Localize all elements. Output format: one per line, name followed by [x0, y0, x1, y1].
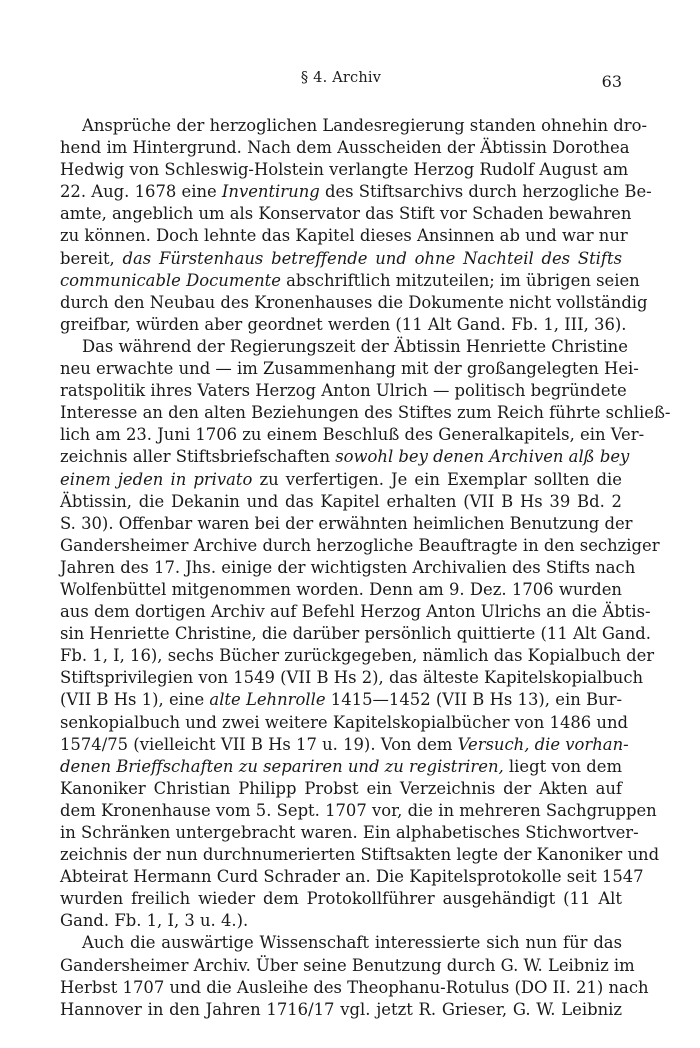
text-line [60, 800, 657, 822]
text-line [60, 689, 622, 711]
text-line [60, 977, 649, 999]
italic-phrase: Versuch, die vorhan- [457, 734, 629, 754]
text-line [60, 822, 639, 844]
page-number: 63 [601, 72, 622, 91]
text-run: Auch die auswärtige Wissenschaft interessierte sich nun für das [82, 933, 622, 953]
text-line [60, 159, 629, 181]
text-run: (VII B Hs 1), eine [60, 690, 210, 710]
text-run: 1574/75 (vielleicht VII B Hs 17 u. 19). Von dem [60, 734, 458, 754]
text-run: in Schränken untergebracht waren. Ein alphabetisches Stichwortver- [60, 823, 639, 842]
text-line [60, 513, 633, 535]
text-run: zu verfertigen. Je ein Exemplar sollten die [252, 469, 622, 489]
text-line [60, 579, 622, 601]
body-text [60, 115, 671, 1021]
italic-phrase: communicable Documente [60, 270, 281, 290]
text-line [60, 225, 628, 247]
text-run: Das während der Regierungszeit der Äbtissin Henriette Christine [82, 336, 628, 356]
text-line [60, 248, 622, 270]
running-header [60, 70, 622, 94]
text-run: zeichnis der nun durchnumerierten Stiftsakten legte der Kanoniker und [60, 845, 660, 865]
text-line [60, 601, 651, 623]
text-line [60, 557, 636, 579]
text-run: senkopialbuch und zwei weitere Kapitelskopialbücher von 1486 und [60, 712, 629, 732]
text-run: greifbar, würden aber geordnet werden (11 Alt Gand. Fb. 1, III, 36). [60, 314, 627, 334]
text-run: zu können. Doch lehnte das Kapitel dieses Ansinnen ab und war nur [60, 226, 628, 246]
text-run: zeichnis aller Stiftsbriefschaften [60, 447, 336, 467]
text-line [60, 999, 622, 1021]
section-title: § 4. Archiv [300, 70, 382, 86]
text-run: Wolfenbüttel mitgenommen worden. Denn am 9. Dez. 1706 wurden [60, 579, 622, 599]
text-run: 1415—1452 (VII B Hs 13), ein Bur- [325, 690, 622, 710]
text-run: Ansprüche der herzoglichen Landesregierung standen ohnehin dro- [82, 116, 648, 135]
text-run: Gandersheimer Archive durch herzogliche Beauftragte in den sechziger [60, 535, 660, 555]
text-line [60, 469, 622, 491]
text-run: Jahren des 17. Jhs. einige der wichtigsten Archivalien des Stifts nach [60, 557, 636, 577]
text-run: 22. Aug. 1678 eine [60, 182, 222, 202]
text-run: abschriftlich mitzuteilen; im übrigen seien [280, 270, 640, 290]
text-line [60, 778, 622, 800]
text-line [60, 402, 671, 424]
text-line [60, 203, 632, 225]
text-run: neu erwachte und — im Zusammenhang mit der großangelegten Hei- [60, 359, 639, 379]
text-line [60, 756, 622, 778]
text-line [60, 955, 635, 977]
text-line [60, 932, 622, 954]
text-line [60, 734, 629, 756]
italic-phrase: alte Lehnrolle [209, 690, 326, 710]
text-run: bereit, [60, 248, 123, 268]
italic-phrase: sowohl bey denen Archiven alß bey [335, 447, 630, 467]
text-line [60, 888, 622, 910]
italic-phrase: das Fürstenhaus betreffende und ohne Nachteil des Stifts [122, 248, 622, 268]
text-run: Stiftsprivilegien von 1549 (VII B Hs 2), das älteste Kapitelskopialbuch [60, 668, 644, 688]
italic-phrase: denen Brieffschaften zu separiren und zu registriren, [60, 756, 504, 776]
text-line [60, 910, 622, 932]
text-line [60, 844, 660, 866]
text-line [60, 623, 651, 645]
text-run: Hedwig von Schleswig-Holstein verlangte Herzog Rudolf August am [60, 160, 629, 180]
text-line [60, 866, 644, 888]
text-line [60, 667, 644, 689]
text-line [60, 181, 652, 203]
text-line [60, 712, 629, 734]
text-line [60, 446, 630, 468]
text-line [60, 314, 627, 336]
text-run: S. 30). Offenbar waren bei der erwähnten heimlichen Benutzung der [60, 513, 633, 533]
italic-phrase: einem jeden in privato [60, 469, 253, 489]
text-line [60, 380, 627, 402]
text-run: Herbst 1707 und die Ausleihe des Theophanu-Rotulus (DO II. 21) nach [60, 977, 649, 997]
text-run: Gandersheimer Archiv. Über seine Benutzung durch G. W. Leibniz im [60, 955, 635, 975]
text-line [60, 424, 645, 446]
text-run: Gand. Fb. 1, I, 3 u. 4.). [60, 911, 249, 931]
text-line [60, 535, 660, 557]
text-run: des Stiftsarchivs durch herzogliche Be- [319, 182, 652, 202]
text-run: wurden freilich wieder dem Protokollführer ausgehändigt (11 Alt [60, 889, 622, 909]
text-line [60, 137, 630, 159]
text-run: ratspolitik ihres Vaters Herzog Anton Ulrich — politisch begründete [60, 381, 627, 401]
text-run: durch den Neubau des Kronenhauses die Dokumente nicht vollständig [60, 292, 648, 312]
text-run: liegt von dem [503, 756, 623, 776]
text-line [60, 115, 648, 137]
text-line [60, 645, 655, 667]
text-run: Hannover in den Jahren 1716/17 vgl. jetzt R. Grieser, G. W. Leibniz [60, 999, 622, 1019]
text-run: lich am 23. Juni 1706 zu einem Beschluß des Generalkapitels, ein Ver- [60, 425, 645, 445]
text-line [60, 336, 628, 358]
text-run: aus dem dortigen Archiv auf Befehl Herzog Anton Ulrichs an die Äbtis- [60, 602, 651, 622]
text-line [60, 270, 640, 292]
text-run: amte, angeblich um als Konservator das Stift vor Schaden bewahren [60, 204, 632, 224]
italic-phrase: Inventirung [221, 182, 320, 202]
text-run: Abteirat Hermann Curd Schrader an. Die Kapitelsprotokolle seit 1547 [60, 867, 644, 887]
text-line [60, 491, 622, 513]
text-line [60, 292, 648, 314]
text-line [60, 358, 639, 380]
text-run: Äbtissin, die Dekanin und das Kapitel erhalten (VII B Hs 39 Bd. 2 [60, 491, 622, 511]
text-run: Fb. 1, I, 16), sechs Bücher zurückgegeben, nämlich das Kopialbuch der [60, 646, 655, 666]
text-run: dem Kronenhause vom 5. Sept. 1707 vor, die in mehreren Sachgruppen [60, 800, 657, 820]
text-run: hend im Hintergrund. Nach dem Ausscheiden der Äbtissin Dorothea [60, 138, 630, 158]
text-run: sin Henriette Christine, die darüber persönlich quittierte (11 Alt Gand. [60, 624, 651, 644]
text-run: Kanoniker Christian Philipp Probst ein Verzeichnis der Akten auf [60, 778, 622, 798]
text-run: Interesse an den alten Beziehungen des Stiftes zum Reich führte schließ- [60, 403, 671, 423]
